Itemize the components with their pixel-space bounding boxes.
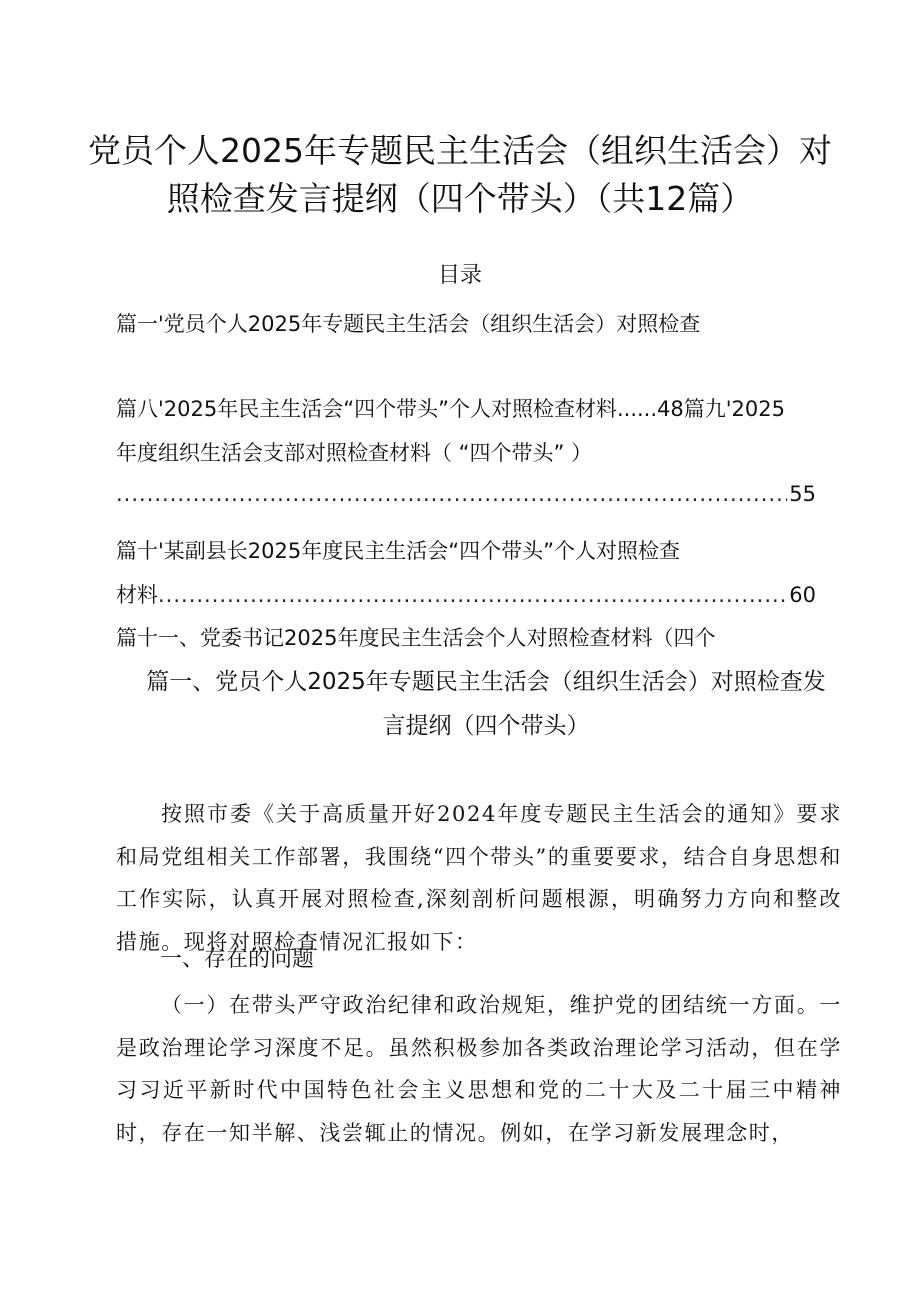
toc-entry-9-leader [116,482,816,506]
section-title-line-2: 言提纲（四个带头） [382,713,590,739]
toc-entry-8[interactable]: 篇八'2025年民主生活会“四个带头”个人对照检查材料......48篇九'2025 [116,397,785,421]
toc-entry-1[interactable]: 篇一'党员个人2025年专题民主生活会（组织生活会）对照检查 [116,312,701,336]
toc-entry-10[interactable]: 篇十'某副县长2025年度民主生活会“四个带头”个人对照检查 [116,539,680,563]
document-title-line-2: 照检查发言提纲（四个带头）（共12篇） [166,179,754,218]
body-paragraph: （一）在带头严守政治纪律和政治规矩，维护党的团结统一方面。一是政治理论学习深度不足。虽然积极参加各类政治理论学习活动，但在学习习近平新时代中国特色社会主义思想和党的二十大及二十届三中精神时，存在一知半解、浅尝辄止的情况。例如，在学习新发展理念时， [116,993,842,1145]
document-title-line-1: 党员个人2025年专题民主生活会（组织生活会）对 [88,131,832,170]
dot-leader [116,482,787,506]
toc-entry-10-leader [116,579,816,609]
intro-paragraph: 按照市委《关于高质量开好2024年度专题民主生活会的通知》要求和局党组相关工作部署，我围绕“四个带头”的重要要求，结合自身思想和工作实际，认真开展对照检查,深刻剖析问题根源，明确努力方向和整改措施。现将对照检查情况汇报如下： [116,802,842,954]
toc-entry-9-title[interactable]: 年度组织生活会支部对照检查材料（ “四个带头” ） [116,441,593,465]
toc-page-number: 55 [789,482,816,506]
toc-entry-11[interactable]: 篇十一、党委书记2025年度民主生活会个人对照检查材料（四个 [116,626,716,650]
section-title-line-1: 篇一、党员个人2025年专题民主生活会（组织生活会）对照检查发 [146,669,826,695]
toc-page-number: 60 [789,583,816,607]
dot-leader [158,583,787,607]
toc-entry-10-continuation: 材料 [116,583,158,607]
section-heading: 一、存在的问题 [160,947,315,972]
toc-heading: 目录 [437,263,482,288]
